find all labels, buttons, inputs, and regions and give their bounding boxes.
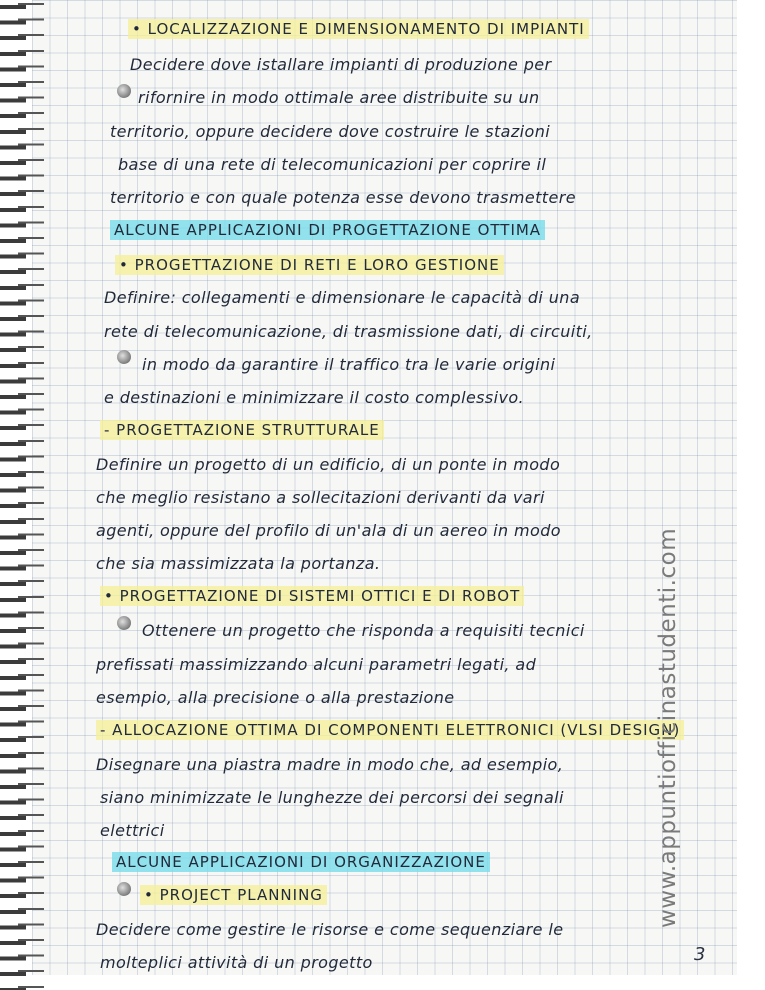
text-line: Disegnare una piastra madre in modo che, ad esempio, [96,755,564,774]
heading-ottici: • PROGETTAZIONE DI SISTEMI OTTICI E DI ROBOT [100,587,524,605]
heading-vlsi: - ALLOCAZIONE OTTIMA DI COMPONENTI ELETTRONICI (VLSI DESIGN) [96,721,684,739]
text-line: che sia massimizzata la portanza. [96,554,381,573]
text-line: e destinazioni e minimizzare il costo complessivo. [104,388,525,407]
text-line: Decidere come gestire le risorse e come sequenziare le [96,920,564,939]
text-line: rifornire in modo ottimale aree distribuite su un [138,88,540,107]
spiral-hooks [18,0,44,990]
text-line: che meglio resistano a sollecitazioni derivanti da vari [96,488,545,507]
hole-punch-mark [117,350,131,364]
heading-reti: • PROGETTAZIONE DI RETI E LORO GESTIONE [115,256,504,274]
text-line: territorio e con quale potenza esse devono trasmettere [110,188,576,207]
hole-punch-mark [117,882,131,896]
text-line: agenti, oppure del profilo di un'ala di un aereo in modo [96,521,561,540]
heading-progettazione-ottima: ALCUNE APPLICAZIONI DI PROGETTAZIONE OTTIMA [110,221,545,239]
watermark: www.appuntiofficinastudenti.com [655,527,681,928]
text-line: Ottenere un progetto che risponda a requisiti tecnici [142,621,585,640]
text-line: Decidere dove istallare impianti di produzione per [130,55,552,74]
heading-strutturale: - PROGETTAZIONE STRUTTURALE [100,421,384,439]
heading-localizzazione: • LOCALIZZAZIONE E DIMENSIONAMENTO DI IMPIANTI [128,20,589,38]
page-number: 3 [694,944,706,965]
text-line: Definire un progetto di un edificio, di un ponte in modo [96,455,561,474]
hole-punch-mark [117,616,131,630]
text-line: Definire: collegamenti e dimensionare le capacità di una [104,288,581,307]
heading-project-planning: • PROJECT PLANNING [140,886,327,904]
text-line: esempio, alla precisione o alla prestazione [96,688,455,707]
heading-organizzazione: ALCUNE APPLICAZIONI DI ORGANIZZAZIONE [112,853,490,871]
hole-punch-mark [117,84,131,98]
text-line: rete di telecomunicazione, di trasmissione dati, di circuiti, [104,322,593,341]
text-line: territorio, oppure decidere dove costruire le stazioni [110,122,551,141]
text-line: siano minimizzate le lunghezze dei percorsi dei segnali [100,788,564,807]
text-line: elettrici [100,821,165,840]
text-line: prefissati massimizzando alcuni parametri legati, ad [96,655,537,674]
text-line: in modo da garantire il traffico tra le varie origini [142,355,556,374]
text-line: base di una rete di telecomunicazioni per coprire il [118,155,547,174]
text-line: molteplici attività di un progetto [100,953,373,972]
